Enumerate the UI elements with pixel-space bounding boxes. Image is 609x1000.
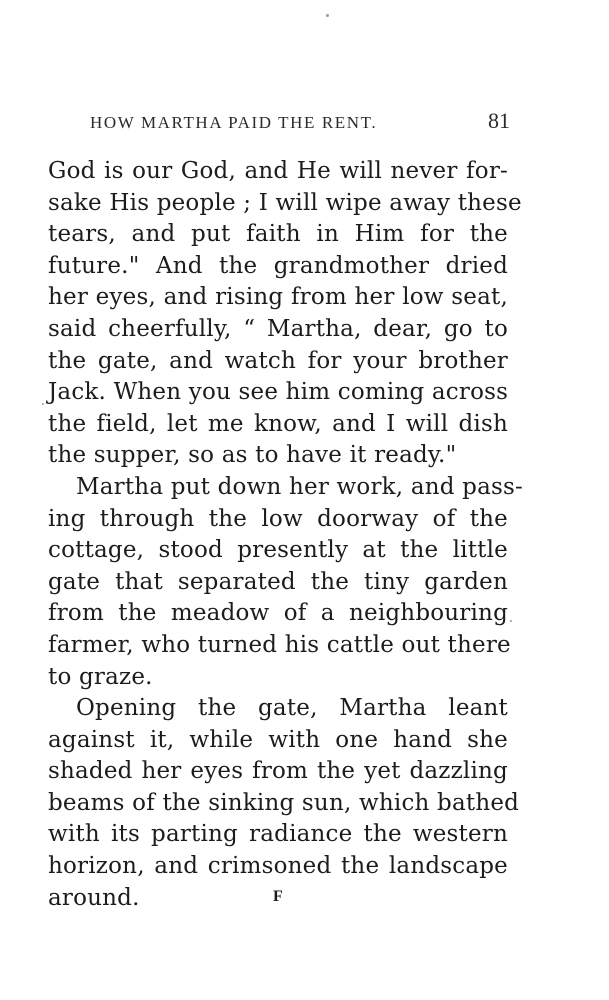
ink-speck	[42, 403, 44, 405]
text-line: tears, and put faith in Him for the	[48, 221, 508, 248]
text-line: her eyes, and rising from her low seat,	[48, 284, 508, 311]
text-line: the supper, so as to have it ready."	[48, 442, 457, 469]
signature-mark: F	[273, 888, 283, 905]
text-line: cottage, stood presently at the little	[48, 537, 508, 564]
page-number: 81	[488, 108, 510, 133]
text-line: ing through the low doorway of the	[48, 505, 508, 532]
text-line: the gate, and watch for your brother	[48, 347, 508, 374]
text-line: beams of the sinking sun, which bathed	[48, 789, 520, 816]
text-line: sake His people ; I will wipe away these	[48, 189, 522, 216]
text-line: gate that separated the tiny garden	[48, 568, 508, 595]
text-line: with its parting radiance the western	[48, 821, 508, 848]
text-line: future." And the grandmother dried	[48, 252, 508, 279]
running-head	[90, 108, 510, 138]
text-line: Martha put down her work, and pass-	[76, 473, 523, 500]
text-line: farmer, who turned his cattle out there	[48, 631, 511, 658]
ink-speck	[326, 14, 329, 17]
text-line: from the meadow of a neighbouring	[48, 600, 508, 627]
running-title: HOW MARTHA PAID THE RENT.	[90, 113, 378, 132]
text-line: the field, let me know, and I will dish	[48, 410, 508, 437]
text-line: horizon, and crimsoned the landscape	[48, 853, 508, 880]
ink-speck	[510, 620, 512, 622]
text-line: around.	[48, 884, 140, 911]
text-line: shaded her eyes from the yet dazzling	[48, 758, 508, 785]
text-line: said cheerfully, “ Martha, dear, go to	[48, 315, 508, 342]
text-line: Jack. When you see him coming across	[48, 379, 509, 406]
body-text	[48, 156, 523, 914]
text-line: to graze.	[48, 663, 153, 690]
text-line: against it, while with one hand she	[48, 726, 508, 753]
text-line: Opening the gate, Martha leant	[76, 695, 508, 722]
text-line: God is our God, and He will never for-	[48, 158, 508, 184]
